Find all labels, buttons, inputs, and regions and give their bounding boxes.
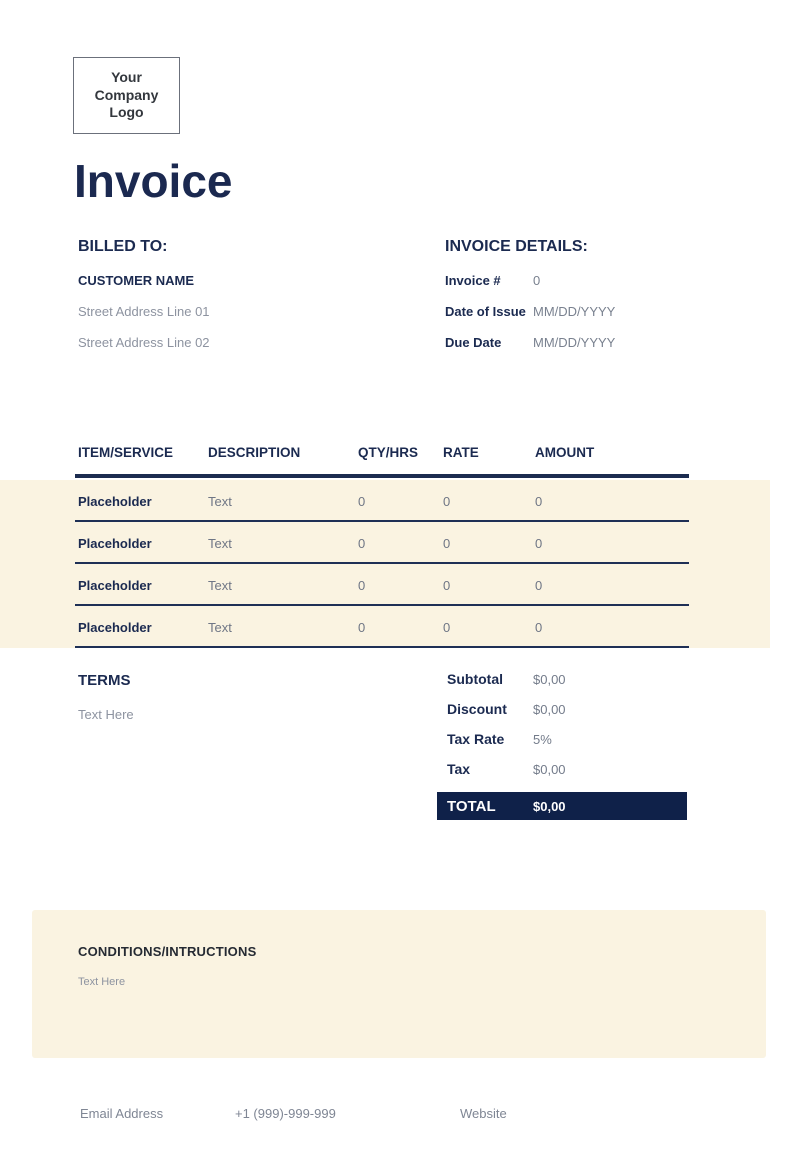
rate-cell: 0 (443, 577, 451, 593)
amount-cell: 0 (535, 535, 543, 551)
conditions-heading: CONDITIONS/INTRUCTIONS (78, 944, 257, 959)
invoice-details-heading: INVOICE DETAILS: (445, 238, 588, 255)
table-row (0, 606, 770, 648)
address-line-1: Street Address Line 01 (78, 304, 210, 319)
column-header-item-service: ITEM/SERVICE (78, 445, 174, 460)
footer-phone: +1 (999)-999-999 (235, 1106, 336, 1121)
invoice-number-row (445, 273, 540, 288)
terms-body: Text Here (78, 707, 134, 722)
due-date-value: MM/DD/YYYY (533, 335, 616, 350)
subtotal-value: $0,00 (533, 672, 566, 687)
subtotal-label: Subtotal (447, 671, 503, 687)
customer-name: CUSTOMER NAME (78, 273, 195, 288)
table-row (0, 480, 770, 522)
discount-value: $0,00 (533, 702, 566, 717)
tax-rate-label: Tax Rate (447, 731, 505, 747)
conditions-body: Text Here (78, 976, 126, 988)
tax-row (447, 761, 566, 777)
total-bar (437, 792, 687, 820)
rate-cell: 0 (443, 535, 451, 551)
amount-cell: 0 (535, 619, 543, 635)
column-header-qty-hrs: QTY/HRS (358, 445, 419, 460)
qty-cell: 0 (358, 577, 366, 593)
invoice-number-label: Invoice # (445, 273, 501, 288)
discount-row (447, 701, 566, 717)
items-table-header (0, 445, 770, 460)
column-header-description: DESCRIPTION (208, 445, 301, 460)
description-cell: Text (208, 577, 232, 593)
qty-cell: 0 (358, 493, 366, 509)
invoice-number-value: 0 (533, 273, 541, 288)
conditions-box (32, 910, 766, 1058)
item-cell: Placeholder (78, 493, 152, 509)
date-of-issue-row (445, 304, 615, 319)
due-date-label: Due Date (445, 335, 502, 350)
description-cell: Text (208, 619, 232, 635)
table-row (0, 522, 770, 564)
table-header-rule (75, 474, 689, 478)
company-logo-box (73, 57, 180, 134)
table-row (0, 564, 770, 606)
qty-cell: 0 (358, 535, 366, 551)
rate-cell: 0 (443, 493, 451, 509)
tax-rate-value: 5% (533, 732, 552, 747)
column-header-rate: RATE (443, 445, 479, 460)
amount-cell: 0 (535, 493, 543, 509)
footer-website: Website (460, 1106, 507, 1121)
tax-label: Tax (447, 761, 471, 777)
discount-label: Discount (447, 701, 507, 717)
rate-cell: 0 (443, 619, 451, 635)
column-header-amount: AMOUNT (535, 445, 595, 460)
qty-cell: 0 (358, 619, 366, 635)
items-table-body (0, 480, 770, 648)
amount-cell: 0 (535, 577, 543, 593)
terms-heading: TERMS (78, 672, 131, 689)
item-cell: Placeholder (78, 619, 152, 635)
date-of-issue-label: Date of Issue (445, 304, 526, 319)
description-cell: Text (208, 493, 232, 509)
due-date-row (445, 335, 615, 350)
total-label: TOTAL (447, 797, 496, 815)
total-value: $0,00 (533, 798, 566, 814)
company-logo-text: Your Company Logo (94, 69, 159, 121)
item-cell: Placeholder (78, 535, 152, 551)
tax-rate-row (447, 731, 552, 747)
tax-value: $0,00 (533, 762, 566, 777)
subtotal-row (447, 671, 566, 687)
invoice-title: Invoice (74, 155, 233, 207)
description-cell: Text (208, 535, 232, 551)
date-of-issue-value: MM/DD/YYYY (533, 304, 616, 319)
footer-email: Email Address (80, 1106, 164, 1121)
billed-to-heading: BILLED TO: (78, 238, 168, 255)
item-cell: Placeholder (78, 577, 152, 593)
address-line-2: Street Address Line 02 (78, 335, 210, 350)
